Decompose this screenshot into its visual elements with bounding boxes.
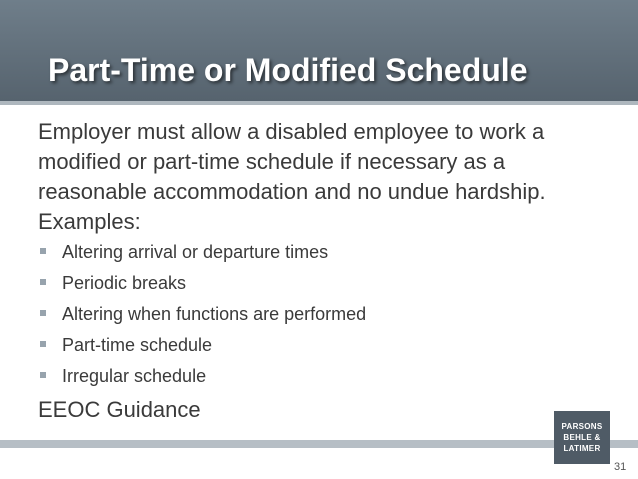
- list-item: [40, 363, 366, 394]
- list-item-text: Periodic breaks: [62, 273, 187, 293]
- logo-line: PARSONS: [561, 422, 603, 431]
- list-item: [40, 332, 366, 363]
- logo-line: LATIMER: [563, 444, 601, 453]
- bullet-square-icon: [40, 279, 46, 285]
- footer-bar: [0, 440, 638, 448]
- logo-line: BEHLE &: [563, 433, 601, 442]
- slide-title: Part-Time or Modified Schedule: [48, 52, 528, 88]
- body-paragraph: Employer must allow a disabled employee to work a modified or part-time schedule if necessary as a reasonable accommodation and no undue hardship. Examples:: [38, 119, 546, 234]
- examples-list: [40, 239, 366, 394]
- banner-divider: [0, 101, 638, 105]
- bullet-square-icon: [40, 248, 46, 254]
- bullet-square-icon: [40, 372, 46, 378]
- list-item: [40, 239, 366, 270]
- eeoc-guidance-text: EEOC Guidance: [38, 397, 201, 422]
- bullet-square-icon: [40, 341, 46, 347]
- list-item: [40, 301, 366, 332]
- list-item-text: Irregular schedule: [62, 366, 207, 386]
- firm-logo: [554, 411, 610, 464]
- bullet-square-icon: [40, 310, 46, 316]
- page-number: 31: [614, 461, 627, 473]
- list-item-text: Altering when functions are performed: [62, 304, 367, 324]
- list-item-text: Part-time schedule: [62, 335, 213, 355]
- list-item-text: Altering arrival or departure times: [62, 242, 329, 262]
- list-item: [40, 270, 366, 301]
